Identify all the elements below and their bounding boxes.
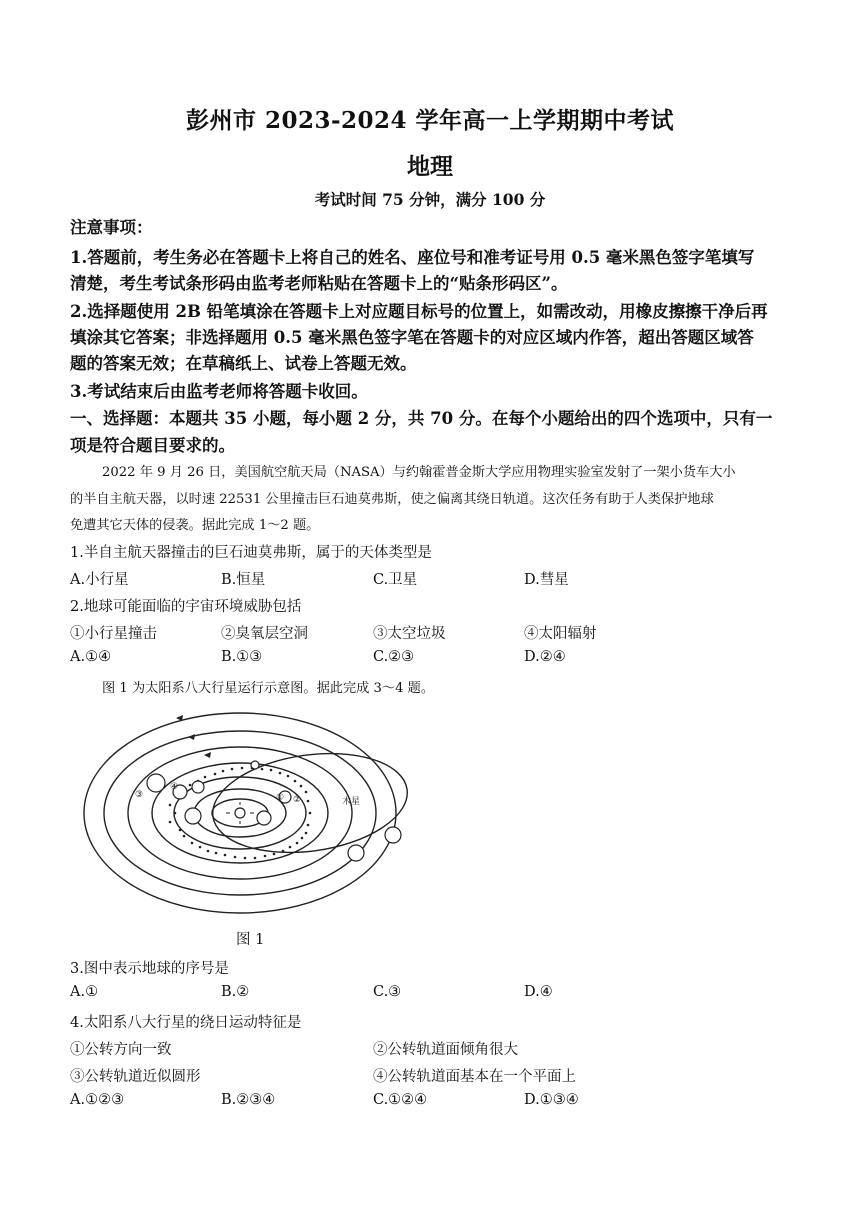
q4-item-2: ②公转轨道面倾角很大 <box>373 1042 518 1058</box>
q4-item-3: ③公转轨道近似圆形 <box>70 1069 201 1085</box>
q4-item-1: ①公转方向一致 <box>70 1042 172 1058</box>
q4-option-a: A.①②③ <box>70 1092 125 1108</box>
q2-item-1: ①小行星撞击 <box>70 626 157 642</box>
arrow-icon <box>188 734 195 740</box>
arrow-icon <box>176 715 183 721</box>
comet-icon <box>251 761 259 769</box>
q3-option-b: B.② <box>221 984 250 1000</box>
notice-line: 填涂其它答案；非选择题用 0.5 毫米黑色签字笔在答题卡的对应区域内作答，超出答题区域答 <box>70 328 754 347</box>
q3-option-d: D.④ <box>524 984 553 1000</box>
q2-option-c: C.②③ <box>373 649 415 665</box>
label-n1: ① <box>276 793 285 803</box>
solar-system-figure <box>80 705 420 920</box>
notice-line: 题的答案无效；在草稿纸上、试卷上答题无效。 <box>70 354 417 373</box>
sun-icon <box>226 802 254 824</box>
q2-item-2: ②臭氧层空洞 <box>221 626 308 642</box>
q4-option-b: B.②③④ <box>221 1092 276 1108</box>
q1-option-c: C.卫星 <box>373 572 418 588</box>
label-jupiter: 木星 <box>342 797 361 807</box>
q3-option-c: C.③ <box>373 984 402 1000</box>
comet-orbit <box>206 742 413 864</box>
exam-meta: 考试时间 75 分钟，满分 100 分 <box>314 190 546 209</box>
section-heading: 一、选择题：本题共 35 小题，每小题 2 分，共 70 分。在每个小题给出的四个选项中，只有一 <box>70 409 773 428</box>
q2-option-a: A.①④ <box>70 649 112 665</box>
q2-item-4: ④太阳辐射 <box>524 626 597 642</box>
exam-subject: 地理 <box>407 153 453 180</box>
planet-icon <box>348 845 364 861</box>
section-heading: 项是符合题目要求的。 <box>70 436 235 455</box>
notice-line: 清楚，考生考试条形码由监考老师粘贴在答题卡上的“贴条形码区”。 <box>70 274 568 293</box>
planet-icon <box>192 781 204 793</box>
passage-line: 的半自主航天器，以时速 22531 公里撞击巨石迪莫弗斯，使之偏离其绕日轨道。这次任务有助于人类保护地球 <box>70 492 714 507</box>
q3-option-a: A.① <box>70 984 99 1000</box>
q4-item-4: ④公转轨道面基本在一个平面上 <box>373 1069 576 1085</box>
passage-line: 图 1 为太阳系八大行星运行示意图。据此完成 3～4 题。 <box>102 681 435 696</box>
passage-line: 免遭其它天体的侵袭。据此完成 1～2 题。 <box>70 518 320 533</box>
label-n4: ④ <box>170 782 179 792</box>
q2-item-3: ③太空垃圾 <box>373 626 446 642</box>
question-2-stem: 2.地球可能面临的宇宙环境威胁包括 <box>70 599 302 615</box>
q1-option-d: D.彗星 <box>524 572 569 588</box>
q1-option-b: B.恒星 <box>221 572 266 588</box>
question-4-stem: 4.太阳系八大行星的绕日运动特征是 <box>70 1015 302 1031</box>
notice-line: 3.考试结束后由监考老师将答题卡收回。 <box>70 382 368 401</box>
planet-icon <box>385 827 401 843</box>
planet-icon <box>257 811 271 825</box>
notice-line: 2.选择题使用 2B 铅笔填涂在答题卡上对应题目标号的位置上，如需改动，用橡皮擦擦干净后再 <box>70 302 768 321</box>
label-n3: ③ <box>135 790 144 800</box>
planet-icon <box>185 808 201 824</box>
planet-icon <box>147 774 165 792</box>
q2-option-b: B.①③ <box>221 649 263 665</box>
question-1-stem: 1.半自主航天器撞击的巨石迪莫弗斯，属于的天体类型是 <box>70 545 432 561</box>
q4-option-c: C.①②④ <box>373 1092 428 1108</box>
arrow-icon <box>204 752 211 758</box>
q4-option-d: D.①③④ <box>524 1092 579 1108</box>
label-n2: ② <box>293 795 302 805</box>
notice-line: 1.答题前，考生务必在答题卡上将自己的姓名、座位号和准考证号用 0.5 毫米黑色签字笔填写 <box>70 248 755 267</box>
q2-option-d: D.②④ <box>524 649 566 665</box>
question-3-stem: 3.图中表示地球的序号是 <box>70 961 229 977</box>
figure-caption: 图 1 <box>236 932 265 948</box>
exam-title: 彭州市 2023-2024 学年高一上学期期中考试 <box>185 107 675 134</box>
q1-option-a: A.小行星 <box>70 572 129 588</box>
passage-line: 2022 年 9 月 26 日，美国航空航天局（NASA）与约翰霍普金斯大学应用物理实验室发射了一架小货车大小 <box>102 465 736 480</box>
notice-heading: 注意事项： <box>70 218 153 237</box>
